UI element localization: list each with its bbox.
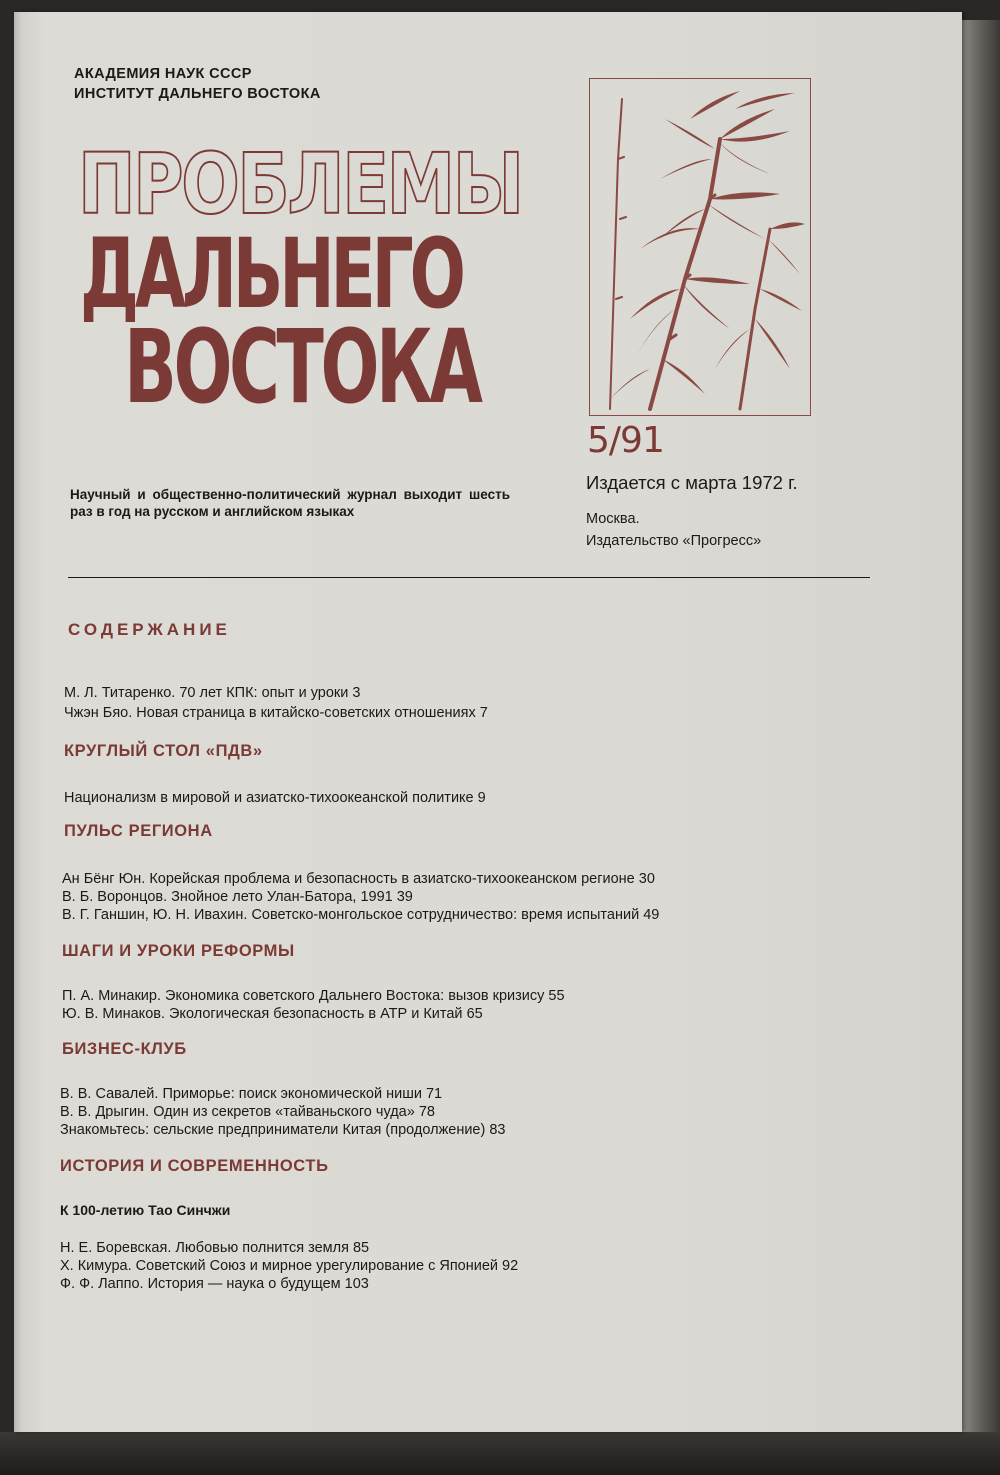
toc-entry: Национализм в мировой и азиатско-тихоокеанской политике 9 bbox=[64, 790, 486, 806]
section-heading-round-table: КРУГЛЫЙ СТОЛ «ПДВ» bbox=[64, 742, 263, 760]
toc-entry: В. Г. Ганшин, Ю. Н. Ивахин. Советско-монгольское сотрудничество: время испытаний 49 bbox=[62, 907, 660, 923]
toc-entry: В. Б. Воронцов. Знойное лето Улан-Батора, 1991 39 bbox=[62, 889, 413, 905]
toc-entry: В. В. Дрыгин. Один из секретов «тайваньского чуда» 78 bbox=[60, 1104, 435, 1120]
published-since: Издается с марта 1972 г. bbox=[586, 472, 798, 493]
academy-line-1: АКАДЕМИЯ НАУК СССР bbox=[74, 66, 252, 82]
journal-description: Научный и общественно-политический журнал выходит шесть раз в год на русском и английском языках bbox=[70, 487, 510, 519]
toc-entry: Н. Е. Боревская. Любовью полнится земля 85 bbox=[60, 1240, 370, 1256]
section-heading-business-club: БИЗНЕС-КЛУБ bbox=[62, 1040, 187, 1058]
toc-entry: Чжэн Бяо. Новая страница в китайско-советских отношениях 7 bbox=[64, 705, 488, 721]
toc-entry: Ан Бёнг Юн. Корейская проблема и безопасность в азиатско-тихоокеанском регионе 30 bbox=[62, 871, 655, 887]
publisher-info bbox=[586, 508, 761, 552]
bamboo-icon bbox=[590, 79, 810, 415]
toc-entry: Х. Кимура. Советский Союз и мирное урегулирование с Японией 92 bbox=[60, 1258, 519, 1274]
publisher-name: Издательство «Прогресс» bbox=[586, 533, 762, 549]
issue-number: 5/91 bbox=[587, 420, 664, 461]
contents-title: СОДЕРЖАНИЕ bbox=[68, 620, 231, 639]
journal-title-line-3: ВОСТОКА bbox=[124, 308, 480, 427]
bamboo-illustration bbox=[589, 78, 811, 416]
toc-entry: Ю. В. Минаков. Экологическая безопасность в АТР и Китай 65 bbox=[62, 1006, 483, 1022]
section-heading-region-pulse: ПУЛЬС РЕГИОНА bbox=[64, 822, 213, 840]
toc-entry: В. В. Савалей. Приморье: поиск экономической ниши 71 bbox=[60, 1086, 443, 1102]
section-subheading: К 100-летию Тао Синчжи bbox=[60, 1202, 231, 1218]
section-heading-history: ИСТОРИЯ И СОВРЕМЕННОСТЬ bbox=[60, 1157, 329, 1175]
journal-title-line-2: ДАЛЬНЕГО bbox=[80, 218, 462, 330]
toc-entry: Знакомьтесь: сельские предприниматели Китая (продолжение) 83 bbox=[60, 1122, 506, 1138]
toc-entry: М. Л. Титаренко. 70 лет КПК: опыт и уроки 3 bbox=[64, 685, 361, 701]
next-page-edge bbox=[962, 20, 1000, 1450]
publisher-city: Москва. bbox=[586, 511, 640, 527]
journal-page bbox=[14, 12, 962, 1432]
academy-header bbox=[74, 64, 321, 104]
divider-rule bbox=[68, 577, 870, 578]
section-heading-reforms: ШАГИ И УРОКИ РЕФОРМЫ bbox=[62, 942, 295, 960]
toc-entry: П. А. Минакир. Экономика советского Дальнего Востока: вызов кризису 55 bbox=[62, 988, 565, 1004]
page-spine bbox=[14, 12, 22, 1432]
journal-title-line-1: ПРОБЛЕМЫ bbox=[78, 135, 522, 233]
toc-entry: Ф. Ф. Лаппо. История — наука о будущем 103 bbox=[60, 1276, 369, 1292]
table-surface bbox=[0, 1432, 1000, 1475]
academy-line-2: ИНСТИТУТ ДАЛЬНЕГО ВОСТОКА bbox=[74, 86, 321, 102]
